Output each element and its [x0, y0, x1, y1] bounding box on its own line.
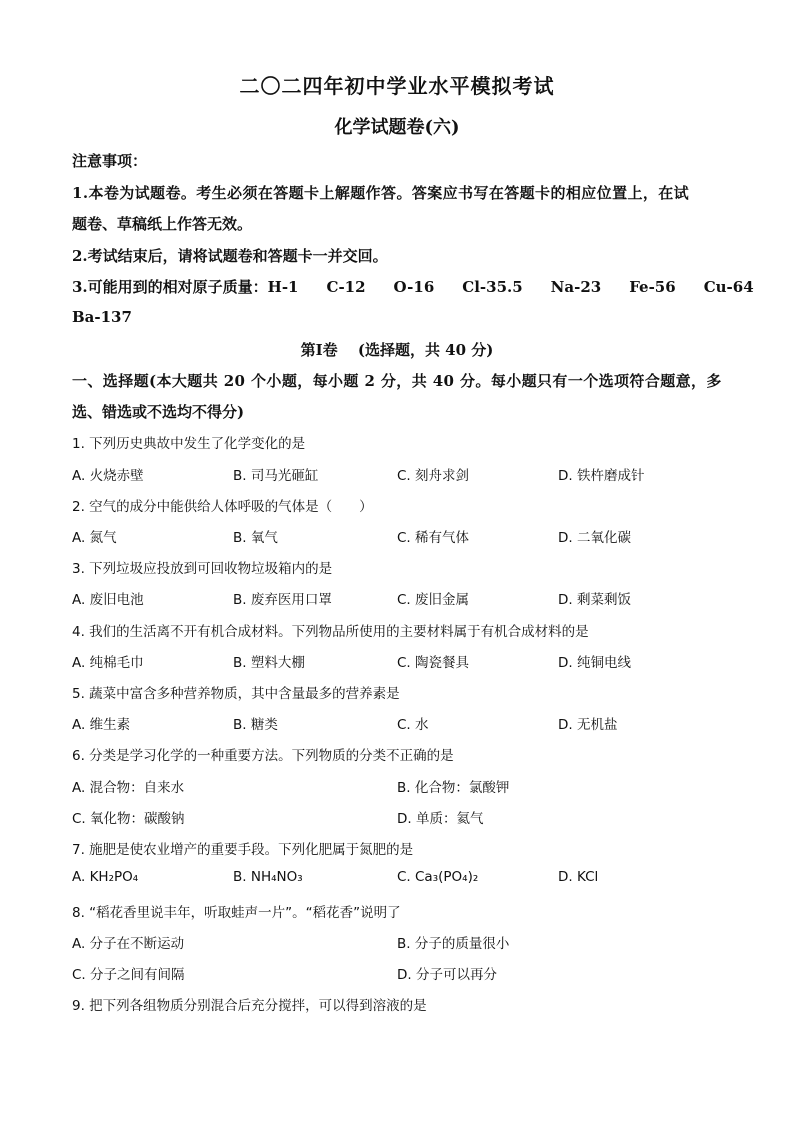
question-4-option-d: D. 纯铜电线: [558, 655, 631, 671]
question-9-stem: 9. 把下列各组物质分别混合后充分搅拌，可以得到溶液的是: [72, 998, 427, 1014]
question-4-stem: 4. 我们的生活离不开有机合成材料。下列物品所使用的主要材料属于有机合成材料的是: [72, 624, 589, 640]
question-4-option-c: C. 陶瓷餐具: [397, 655, 470, 671]
question-3-option-a: A. 废旧电池: [72, 592, 144, 608]
question-8-option-c: C. 分子之间有间隔: [72, 967, 185, 983]
question-6-option-c: C. 氧化物：碳酸钠: [72, 811, 185, 827]
question-6-stem: 6. 分类是学习化学的一种重要方法。下列物质的分类不正确的是: [72, 748, 454, 764]
question-7-option-d: D. KCl: [558, 869, 599, 885]
question-2-option-c: C. 稀有气体: [397, 530, 470, 546]
question-5-option-c: C. 水: [397, 717, 429, 733]
question-2-stem: 2. 空气的成分中能供给人体呼吸的气体是（ ）: [72, 499, 373, 515]
question-1-option-b: B. 司马光砸缸: [233, 468, 319, 484]
question-4-option-b: B. 塑料大棚: [233, 655, 305, 671]
question-1-option-a: A. 火烧赤壁: [72, 468, 144, 484]
exam-subtitle: 化学试题卷(六): [334, 117, 460, 138]
question-6-option-a: A. 混合物：自来水: [72, 780, 185, 796]
question-3-option-b: B. 废弃医用口罩: [233, 592, 332, 608]
exam-title: 二〇二四年初中学业水平模拟考试: [239, 74, 555, 98]
question-8-option-a: A. 分子在不断运动: [72, 936, 185, 952]
question-8-stem: 8. “稻花香里说丰年，听取蛙声一片”。“稻花香”说明了: [72, 905, 401, 921]
note-3-label: 3.可能用到的相对原子质量：H-1: [72, 278, 299, 296]
question-2-option-a: A. 氮气: [72, 530, 117, 546]
question-4-option-a: A. 纯棉毛巾: [72, 655, 144, 671]
section-title: 第Ⅰ卷 (选择题，共 40 分): [300, 341, 494, 359]
question-2-option-d: D. 二氧化碳: [558, 530, 631, 546]
question-1-option-c: C. 刻舟求剑: [397, 468, 470, 484]
mass-cu: Cu-64: [703, 278, 754, 296]
note-3-atomic-masses: [72, 276, 754, 297]
notes-heading: 注意事项：: [72, 152, 148, 170]
mass-cl: Cl-35.5: [462, 278, 523, 296]
mass-na: Na-23: [550, 278, 602, 296]
mass-c: C-12: [326, 278, 366, 296]
question-7-option-a: A. KH₂PO₄: [72, 869, 139, 885]
question-7-option-b: B. NH₄NO₃: [233, 869, 303, 885]
question-5-option-d: D. 无机盐: [558, 717, 618, 733]
question-1-stem: 1. 下列历史典故中发生了化学变化的是: [72, 436, 306, 452]
question-1-option-d: D. 铁杵磨成针: [558, 468, 645, 484]
note-3-tail: Ba-137: [72, 308, 132, 326]
note-1-line-1: 1.本卷为试题卷。考生必须在答题卡上解题作答。答案应书写在答题卡的相应位置上，在试: [72, 184, 690, 202]
section-instructions-line-2: 选、错选或不选均不得分): [72, 403, 245, 421]
mass-o: O-16: [393, 278, 435, 296]
question-7-option-c: C. Ca₃(PO₄)₂: [397, 869, 479, 885]
question-5-stem: 5. 蔬菜中富含多种营养物质，其中含量最多的营养素是: [72, 686, 400, 702]
question-8-option-d: D. 分子可以再分: [397, 967, 497, 983]
question-6-option-b: B. 化合物：氯酸钾: [397, 780, 510, 796]
note-1-line-2: 题卷、草稿纸上作答无效。: [72, 215, 253, 233]
question-6-option-d: D. 单质：氦气: [397, 811, 484, 827]
question-3-option-c: C. 废旧金属: [397, 592, 470, 608]
question-8-option-b: B. 分子的质量很小: [397, 936, 510, 952]
note-2: 2.考试结束后，请将试题卷和答题卡一并交回。: [72, 247, 388, 265]
question-3-option-d: D. 剩菜剩饭: [558, 592, 631, 608]
mass-fe: Fe-56: [629, 278, 676, 296]
question-3-stem: 3. 下列垃圾应投放到可回收物垃圾箱内的是: [72, 561, 333, 577]
question-5-option-b: B. 糖类: [233, 717, 278, 733]
question-5-option-a: A. 维生素: [72, 717, 131, 733]
section-instructions-line-1: 一、选择题(本大题共 20 个小题，每小题 2 分，共 40 分。每小题只有一个选项符合题意，多: [72, 372, 722, 390]
question-2-option-b: B. 氧气: [233, 530, 278, 546]
question-7-stem: 7. 施肥是使农业增产的重要手段。下列化肥属于氮肥的是: [72, 842, 414, 858]
